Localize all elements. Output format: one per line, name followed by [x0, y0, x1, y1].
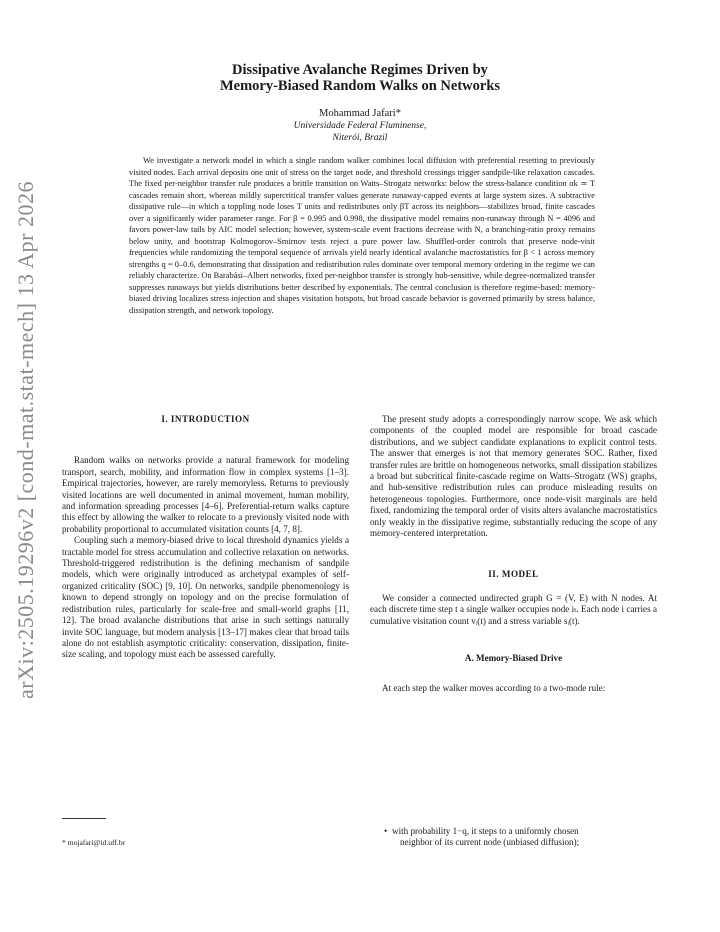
left-column — [62, 414, 349, 661]
intro-paragraph-2: Coupling such a memory-biased drive to local threshold dynamics yields a tractable model for stress accumulation and collective relaxation on networks. Threshold-triggered redistribution is the defining mechanism of sandpile models, which were originally introduced as archetypal examples of self-organized criticality (SOC) [9, 10]. On networks, sandpile phenomenology is known to depend strongly on topology and on the precise formulation of redistribution rules, particularly for scale-free and small-world graphs [11, 12]. The broad avalanche distributions that arise in such settings naturally invite SOC language, but modern analysis [13–17] makes clear that broad tails alone do not establish asymptotic criticality: conservation, dissipation, finite-size scaling, and topology must each be assessed carefully. — [62, 535, 349, 660]
right-column — [370, 414, 657, 694]
arxiv-side-stamp — [6, 180, 46, 700]
bullet-list — [384, 826, 664, 849]
bullet-icon: • — [384, 826, 388, 836]
title-line-1: Dissipative Avalanche Regimes Driven by — [232, 62, 488, 78]
intro-paragraph-1: Random walks on networks provide a natural framework for modeling transport, search, mobility, and information flow in complex systems [1–3]. Empirical trajectories, however, are rarely memoryless. Returns to previously visited locations are well documented in animal movement, human mobility, and information spreading processes [4–6]. Preferential-return walks capture this effect by allowing the walker to relocate to a previously visited node with probability proportional to accumulated visitation counts [4, 7, 8]. — [62, 455, 349, 534]
drive-paragraph-1: At each step the walker moves according to a two-mode rule: — [382, 682, 606, 693]
model-paragraph-1: We consider a connected undirected graph G = (V, E) with N nodes. At each discrete time step t a single walker occupies node iₜ. Each node i carries a cumulative visitation count vᵢ(t) and a stress variable sᵢ(t). — [370, 592, 657, 626]
section-heading-introduction: I. INTRODUCTION — [161, 414, 250, 424]
abstract: We investigate a network model in which a single random walker combines local diffusion with preferential resetting to previously visited nodes. Each arrival deposits one unit of stress on the target node, and threshold crossings trigger sandpile-like relaxation cascades. The fixed per-neighbor transfer rule produces a brittle transition on Watts–Strogatz networks: below the stress-balance condition αk ≃ T cascades remain short, whereas mildly supercritical transfer values generate runaway-capped events at large system sizes. A subtractive dissipative rule—in which a toppling node loses T units and redistributes only βT across its neighbors—stabilizes broad, finite cascades over a significantly wider parameter range. For β = 0.995 and 0.998, the dissipative model remains non-runaway through N = 4096 and favors power-law tails by AIC model selection; however, system-scale event fractions decrease with N, a branching-ratio proxy remains below unity, and bootstrap Kolmogorov–Smirnov tests reject a pure power law. Shuffled-order controls that preserve node-visit frequencies while randomizing the temporal sequence of arrivals yield nearly identical avalanche macrostatistics for β < 1 across memory strengths q = 0–0.6, demonstrating that dissipation and redistribution rules dominate over temporal memory ordering in the regime we can reliably characterize. On Barabási–Albert networks, fixed per-neighbor transfer is strongly hub-sensitive, while degree-normalized transfer suppresses runaways but yields distributions better described by exponentials. The central conclusion is therefore regime-based: memory-biased driving localizes stress injection and shapes visitation hotspots, but broad cascade behavior is governed primarily by stress balance, dissipation strength, and network topology. — [129, 156, 595, 315]
section-heading-model: II. MODEL — [488, 569, 539, 580]
bullet-item-line-2: neighbor of its current node (unbiased diffusion); — [400, 837, 580, 848]
affiliation — [120, 120, 600, 144]
footnote-email: * mojafari@id.uff.br — [62, 838, 126, 847]
affiliation-line-2: Niterói, Brazil — [332, 133, 388, 143]
affiliation-line-1: Universidade Federal Fluminense, — [293, 121, 427, 131]
author-name: Mohammad Jafari* — [319, 108, 401, 119]
subsection-heading-drive: A. Memory-Biased Drive — [464, 653, 563, 664]
footnote-divider — [62, 818, 106, 819]
paper-title — [120, 62, 600, 94]
title-line-2: Memory-Biased Random Walks on Networks — [219, 78, 501, 94]
arxiv-identifier: arXiv:2505.19296v2 [cond-mat.stat-mech] 13 Apr 2026 — [13, 181, 38, 699]
intro-paragraph-3: The present study adopts a correspondingly narrow scope. We ask which components of the coupled model are responsible for broad cascade distributions, and we subject candidate explanations to explicit control tests. The answer that emerges is not that memory generates SOC. Rather, fixed transfer rules are brittle on homogeneous networks, small dissipation stabilizes a broad but subcritical finite-cascade regime on Watts–Strogatz (WS) graphs, and hub-sensitive redistribution rules can produce misleading results on heterogeneous topologies. Furthermore, once node-visit marginals are held fixed, randomizing the temporal order of visits alters avalanche macrostatistics only weakly in the dissipative regime, substantially reducing the scope of any memory-centered interpretation. — [370, 414, 657, 539]
bullet-item-line-1: with probability 1−q, it steps to a uniformly chosen — [392, 826, 579, 836]
